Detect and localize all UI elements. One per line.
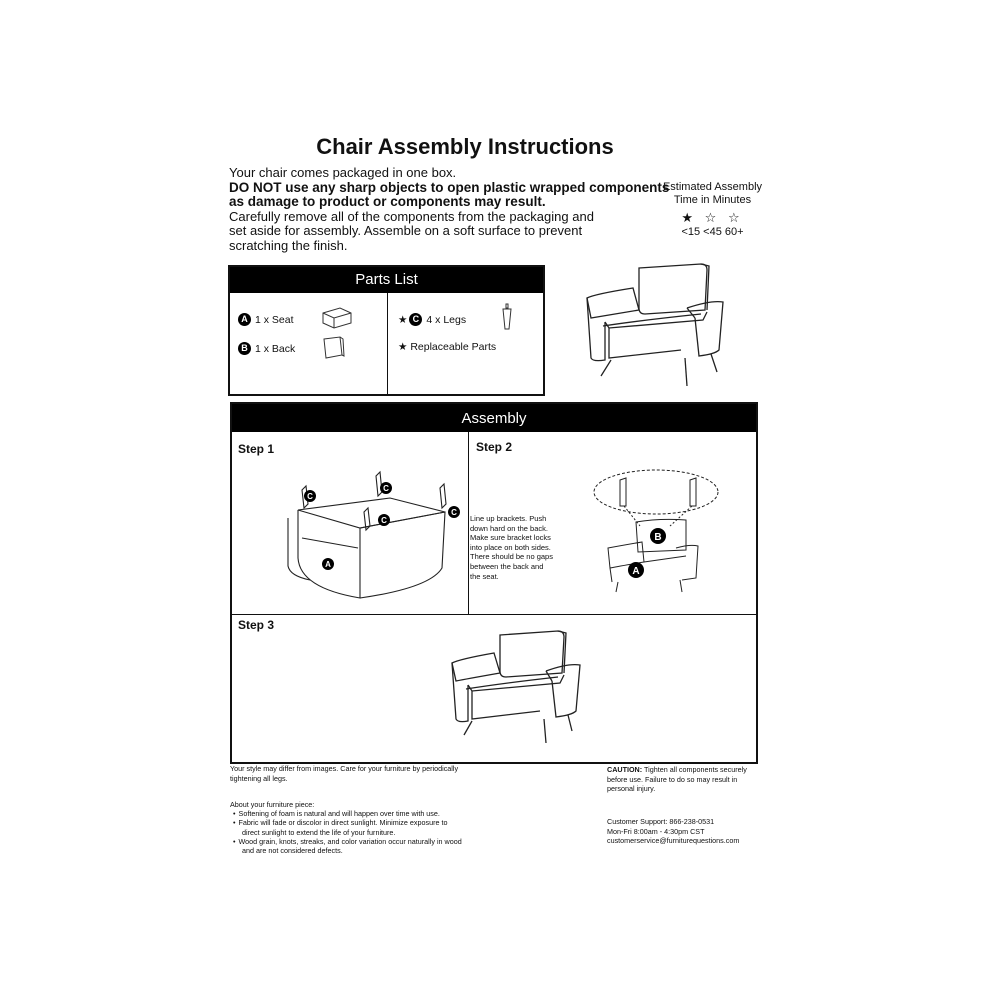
part-back — [238, 342, 295, 355]
step2-line: between the back and — [470, 561, 544, 571]
step-3-illustration-icon — [448, 625, 588, 750]
caution-text-1: Tighten all components securely — [644, 765, 747, 774]
chair-illustration-icon — [583, 258, 733, 398]
about-title: About your furniture piece: — [230, 800, 315, 809]
intro-line-1: Your chair comes packaged in one box. — [229, 165, 457, 180]
about-item: • Fabric will fade or discolor in direct sunlight. Minimize exposure to — [230, 818, 490, 827]
intro-text — [229, 166, 669, 253]
about-furniture — [230, 800, 490, 855]
about-item: • Softening of foam is natural and will happen over time with use. — [230, 809, 490, 818]
step-1-illustration-icon — [280, 468, 470, 606]
about-list-2 — [230, 837, 490, 846]
caution-text-3: personal injury. — [607, 784, 656, 793]
support-phone: Customer Support: 866-238-0531 — [607, 817, 715, 826]
parts-divider — [387, 293, 388, 394]
part-b-badge: B — [238, 342, 251, 355]
estimate-label-1: Estimated Assembly — [662, 181, 763, 193]
assembly-header: Assembly — [232, 404, 756, 432]
part-legs — [398, 313, 466, 326]
step1-label-a: A — [325, 560, 331, 569]
step-2-label: Step 2 — [476, 440, 513, 454]
warning-line-2: as damage to product or components may result. — [229, 194, 546, 209]
intro-line-3c: scratching the finish. — [229, 237, 348, 253]
support-email[interactable]: customerservice@furniturequestions.com — [607, 836, 740, 845]
part-a-badge: A — [238, 313, 251, 326]
back-thumbnail-icon — [320, 335, 346, 361]
caution-note — [607, 765, 767, 794]
step1-label-c2: C — [383, 484, 389, 493]
estimate-times: <15 <45 60+ — [681, 226, 744, 238]
style-note-line-1: Your style may differ from images. Care for your furniture by periodically — [230, 764, 459, 773]
part-c-badge: C — [409, 313, 422, 326]
step2-line: the seat. — [470, 571, 499, 581]
intro-line-3b: set aside for assembly. Assemble on a soft surface to prevent — [229, 223, 583, 238]
part-seat-label: 1 x Seat — [255, 313, 294, 326]
style-note-line-2: tightening all legs. — [230, 773, 288, 783]
part-seat — [238, 313, 294, 326]
about-continuation-1: direct sunlight to extend the life of your furniture. — [242, 827, 396, 837]
estimate-label-2: Time in Minutes — [673, 194, 752, 206]
page-title: Chair Assembly Instructions — [316, 134, 614, 159]
step1-label-c3: C — [381, 516, 387, 525]
step-2-instructions — [470, 514, 568, 581]
step2-line: into place on both sides. — [470, 542, 551, 552]
step2-line: There should be no gaps — [470, 552, 553, 562]
part-legs-label: 4 x Legs — [426, 313, 467, 326]
estimated-time — [655, 181, 770, 239]
about-item: • Wood grain, knots, streaks, and color variation occur naturally in wood — [230, 837, 490, 846]
caution-label: CAUTION: — [607, 765, 643, 774]
seat-thumbnail-icon — [320, 305, 354, 331]
about-continuation-2: and are not considered defects. — [242, 846, 343, 856]
caution-line-1 — [607, 765, 767, 775]
style-note — [230, 764, 490, 783]
part-back-label: 1 x Back — [255, 342, 296, 355]
part-c-star: ★ — [398, 313, 408, 326]
step-divider-horizontal — [232, 614, 756, 615]
step-1-label: Step 1 — [238, 442, 275, 456]
parts-list — [228, 265, 545, 396]
step2-line: down hard on the back. — [470, 523, 548, 533]
about-list — [230, 809, 490, 827]
leg-thumbnail-icon — [500, 303, 514, 331]
step1-label-c1: C — [307, 492, 313, 501]
step1-label-c4: C — [451, 508, 457, 517]
step2-line: Line up brackets. Push — [470, 514, 547, 523]
replaceable-note: ★ Replaceable Parts — [398, 341, 497, 353]
support-hours: Mon-Fri 8:00am - 4:30pm CST — [607, 826, 705, 836]
customer-support — [607, 817, 777, 846]
rating-stars: ★ ☆ ☆ — [681, 210, 744, 225]
warning-line-1: DO NOT use any sharp objects to open plastic wrapped components — [229, 179, 670, 195]
step2-label-b: B — [654, 532, 662, 543]
step-2-illustration-icon — [590, 466, 750, 598]
intro-line-3a: Carefully remove all of the components from the packaging and — [229, 208, 594, 224]
caution-text-2: before use. Failure to do so may result in — [607, 774, 738, 784]
step-3-label: Step 3 — [238, 618, 275, 632]
step2-line: Make sure bracket locks — [470, 533, 551, 543]
step2-label-a: A — [632, 566, 640, 577]
parts-list-header: Parts List — [230, 267, 543, 293]
